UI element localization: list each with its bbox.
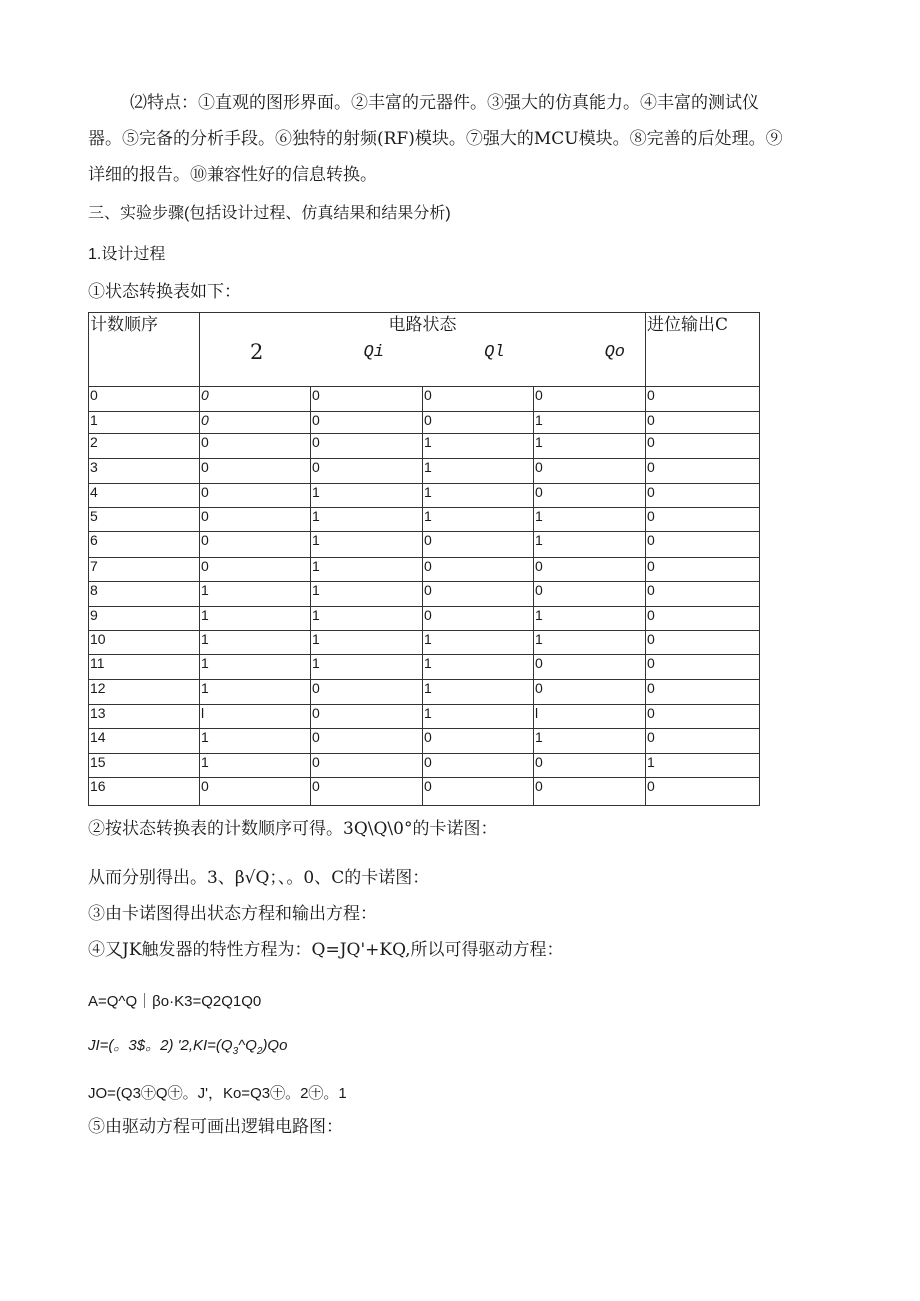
table-header-row [89,313,760,387]
table-cell: 1 [311,582,423,607]
table-cell: 0 [646,508,760,532]
table-cell: 1 [423,680,534,705]
table-cell: 0 [534,582,646,607]
table-cell: 1 [534,607,646,631]
table-cell: 16 [89,778,200,806]
table-cell: 1 [534,434,646,459]
table-cell: 0 [423,607,534,631]
table-cell: 0 [534,558,646,582]
intro-line-2: 器。⑤完备的分析手段。⑥独特的射频(RF)模块。⑦强大的MCU模块。⑧完善的后处理。⑨ [88,129,783,149]
table-cell: 0 [646,655,760,680]
table-cell: 0 [311,387,423,412]
subheader-q1: Ql [484,343,505,362]
table-cell: 13 [89,705,200,729]
table-cell: 0 [646,778,760,806]
table-cell: 6 [89,532,200,558]
table-body [89,387,760,806]
subheader-q2: Qi [363,343,384,362]
table-cell: 0 [534,778,646,806]
step-5-text: ⑤由驱动方程可画出逻辑电路图： [88,1117,343,1137]
intro-line-1: ⑵特点：①直观的图形界面。②丰富的元器件。③强大的仿真能力。④丰富的测试仪 [130,93,759,113]
table-cell: 0 [646,607,760,631]
step-3-text: ③由卡诺图得出状态方程和输出方程： [88,904,377,924]
table-cell: 1 [200,607,311,631]
table-cell: 0 [311,705,423,729]
table-cell: 1 [311,655,423,680]
table-cell: 5 [89,508,200,532]
table-cell: 0 [200,508,311,532]
table-cell: 1 [200,631,311,655]
table-cell: 1 [534,508,646,532]
table-cell: 0 [646,532,760,558]
equation-2-q3: (Q [215,1037,233,1054]
subheader-q0: Qo [604,343,626,362]
table-cell: 0 [311,459,423,484]
header-circuit-state [200,313,646,387]
table-cell: 0 [311,729,423,754]
table-row [89,680,760,705]
table-cell: 1 [534,532,646,558]
table-cell: l [200,705,311,729]
table-cell: 0 [646,680,760,705]
table-cell: l [534,705,646,729]
table-row [89,434,760,459]
table-cell: 0 [311,778,423,806]
table-cell: 0 [646,729,760,754]
table-row [89,508,760,532]
table-cell: 0 [311,754,423,778]
table-cell: 1 [200,680,311,705]
table-cell: 0 [423,412,534,434]
header-state-subcolumns [200,334,645,364]
table-row [89,754,760,778]
state-transition-table [88,312,760,806]
table-cell: 1 [534,729,646,754]
header-carry-output: 进位输出C [646,313,760,387]
table-cell: 0 [311,412,423,434]
table-cell: 0 [646,484,760,508]
equation-2-prefix: JI=(。3$。2) '2,KI= [88,1037,216,1054]
table-cell: 0 [423,532,534,558]
table-row [89,484,760,508]
table-cell: 1 [200,655,311,680]
table-cell: 1 [423,655,534,680]
table-cell: 0 [646,459,760,484]
table-cell: 0 [89,387,200,412]
table-row [89,387,760,412]
table-cell: 1 [534,412,646,434]
table-cell: 8 [89,582,200,607]
section-3-title: 三、实验步骤(包括设计过程、仿真结果和结果分析) [88,205,451,222]
table-cell: 1 [200,582,311,607]
table-cell: 0 [423,729,534,754]
karnaugh-derivation-text: 从而分别得出。3、β√Q；、。0、C的卡诺图： [88,868,430,888]
table-cell: 0 [646,387,760,412]
table-cell: 0 [534,484,646,508]
table-cell: 0 [423,387,534,412]
table-row [89,655,760,680]
table-row [89,558,760,582]
table-cell: 0 [200,434,311,459]
table-cell: 0 [423,754,534,778]
table-cell: 0 [311,680,423,705]
equation-2-mid: ^Q [238,1037,257,1054]
table-row [89,729,760,754]
table-cell: 0 [646,582,760,607]
table-cell: 1 [311,532,423,558]
equation-1: A=Q^Q｜βo·K3=Q2Q1Q0 [88,993,262,1010]
subsection-1-title: 1.设计过程 [88,246,166,263]
table-cell: 1 [311,607,423,631]
step-2-text: ②按状态转换表的计数顺序可得。3Q\Q\0°的卡诺图： [88,819,498,839]
table-cell: 3 [89,459,200,484]
table-row [89,532,760,558]
table-cell: 1 [311,558,423,582]
equation-3: JO=(Q3㊉Q㊉。J'，Ko=Q3㊉。2㊉。1 [88,1085,347,1102]
table-cell: 0 [200,412,311,434]
table-row [89,412,760,434]
table-row [89,631,760,655]
table-cell: 0 [646,558,760,582]
table-cell: 1 [311,484,423,508]
table-cell: 0 [646,412,760,434]
table-cell: 15 [89,754,200,778]
table-cell: 1 [423,484,534,508]
table-cell: 2 [89,434,200,459]
table-cell: 0 [200,484,311,508]
table-cell: 7 [89,558,200,582]
table-cell: 0 [200,778,311,806]
table-cell: 0 [311,434,423,459]
table-cell: 0 [534,655,646,680]
table-cell: 1 [423,705,534,729]
table-cell: 0 [646,631,760,655]
step-1-text: ①状态转换表如下： [88,282,241,302]
table-cell: 1 [311,508,423,532]
table-cell: 0 [200,532,311,558]
equation-2-sub2: 2 [256,1046,263,1057]
table-cell: 0 [534,680,646,705]
table-cell: 1 [200,729,311,754]
header-circuit-state-label: 电路状态 [388,315,457,335]
table-row [89,582,760,607]
header-count-sequence: 计数顺序 [89,313,200,387]
table-cell: 0 [534,459,646,484]
table-cell: 0 [200,459,311,484]
table-row [89,705,760,729]
subheader-q3: 2 [250,340,264,364]
table-cell: 0 [534,754,646,778]
table-row [89,778,760,806]
table-cell: 1 [200,754,311,778]
equation-2 [88,1035,287,1063]
table-cell: 1 [423,434,534,459]
table-row [89,459,760,484]
equation-2-end: )Qo [262,1037,288,1054]
table-cell: 0 [200,558,311,582]
table-cell: 1 [89,412,200,434]
table-cell: 1 [423,631,534,655]
table-cell: 1 [423,508,534,532]
table-cell: 1 [311,631,423,655]
step-4-text: ④又JK触发器的特性方程为：Q=JQ'+KQ,所以可得驱动方程： [88,940,564,960]
table-cell: 14 [89,729,200,754]
table-cell: 11 [89,655,200,680]
table-cell: 0 [534,387,646,412]
table-cell: 0 [646,705,760,729]
table-cell: 0 [423,778,534,806]
table-cell: 0 [646,434,760,459]
table-cell: 10 [89,631,200,655]
table-cell: 0 [423,558,534,582]
table-cell: 0 [423,582,534,607]
table-cell: 1 [534,631,646,655]
table-cell: 12 [89,680,200,705]
table-cell: 1 [646,754,760,778]
table-cell: 9 [89,607,200,631]
table-cell: 0 [200,387,311,412]
table-row [89,607,760,631]
intro-line-3: 详细的报告。⑩兼容性好的信息转换。 [88,165,377,185]
table-cell: 1 [423,459,534,484]
table-cell: 4 [89,484,200,508]
equation-2-sub3: 3 [232,1046,239,1057]
